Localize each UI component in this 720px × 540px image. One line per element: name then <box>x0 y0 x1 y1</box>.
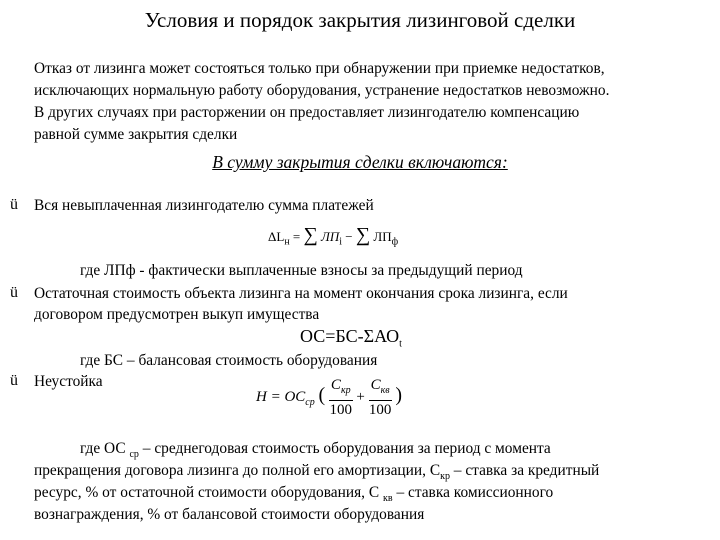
explanation-line1: где ОС $_{ср}$ – среднегодовая стоимость оборудования за период с момента <box>80 440 551 461</box>
item2-line2: договором предусмотрен выкуп имущества <box>34 306 320 323</box>
item1-text: Вся невыплаченная лизингодателю сумма платежей <box>34 197 374 214</box>
intro-line: равной сумме закрытия сделки <box>34 126 238 143</box>
intro-paragraph <box>34 58 714 146</box>
intro-line: В других случаях при расторжении он предоставляет лизингодателю компенсацию <box>34 104 580 121</box>
checkmark-icon: ü <box>10 196 18 213</box>
item3-text: Неустойка <box>34 373 103 390</box>
formula-penalty: $Н = ОС_{ср}$ ( $\frac{С_{кр}}{100}$ + $\frac{С_{кв}}{100}$ ) <box>256 377 403 418</box>
explanation-line3: ресурс, % от остаточной стоимости оборудования, С $_{кв}$ – ставка комиссионного <box>34 484 554 505</box>
section-subtitle: В сумму закрытия сделки включаются: <box>212 152 508 172</box>
intro-line: исключающих нормальную работу оборудования, устранение недостатков невозможно. <box>34 82 610 99</box>
slide-title: Условия и порядок закрытия лизинговой сделки <box>144 8 576 32</box>
intro-line: Отказ от лизинга может состояться только при обнаружении при приемке недостатков, <box>34 60 605 77</box>
formula-residual-value: $ОС=БС-\Sigma АО_t$ <box>300 326 402 350</box>
item2-note: где БС – балансовая стоимость оборудования <box>80 352 378 369</box>
fraction-commission-rate: $\frac{С_{кв}}{100}$ <box>368 377 392 418</box>
item1-note: где ЛПф - фактически выплаченные взносы за предыдущий период <box>80 262 523 279</box>
formula-unpaid-payments: $\Delta L_н$ = ∑ $ЛП_i$ − ∑ $ЛП_ф$ <box>268 224 399 248</box>
checkmark-icon: ü <box>10 372 18 389</box>
explanation-line2: прекращения договора лизинга до полной его амортизации, $С_{кр}$ – ставка за кредитный <box>34 462 600 483</box>
fraction-credit-rate: $\frac{С_{кр}}{100}$ <box>329 377 353 418</box>
checkmark-icon: ü <box>10 284 18 301</box>
explanation-line4: вознаграждения, % от балансовой стоимости оборудования <box>34 506 425 523</box>
item2-line1: Остаточная стоимость объекта лизинга на момент окончания срока лизинга, если <box>34 285 568 302</box>
